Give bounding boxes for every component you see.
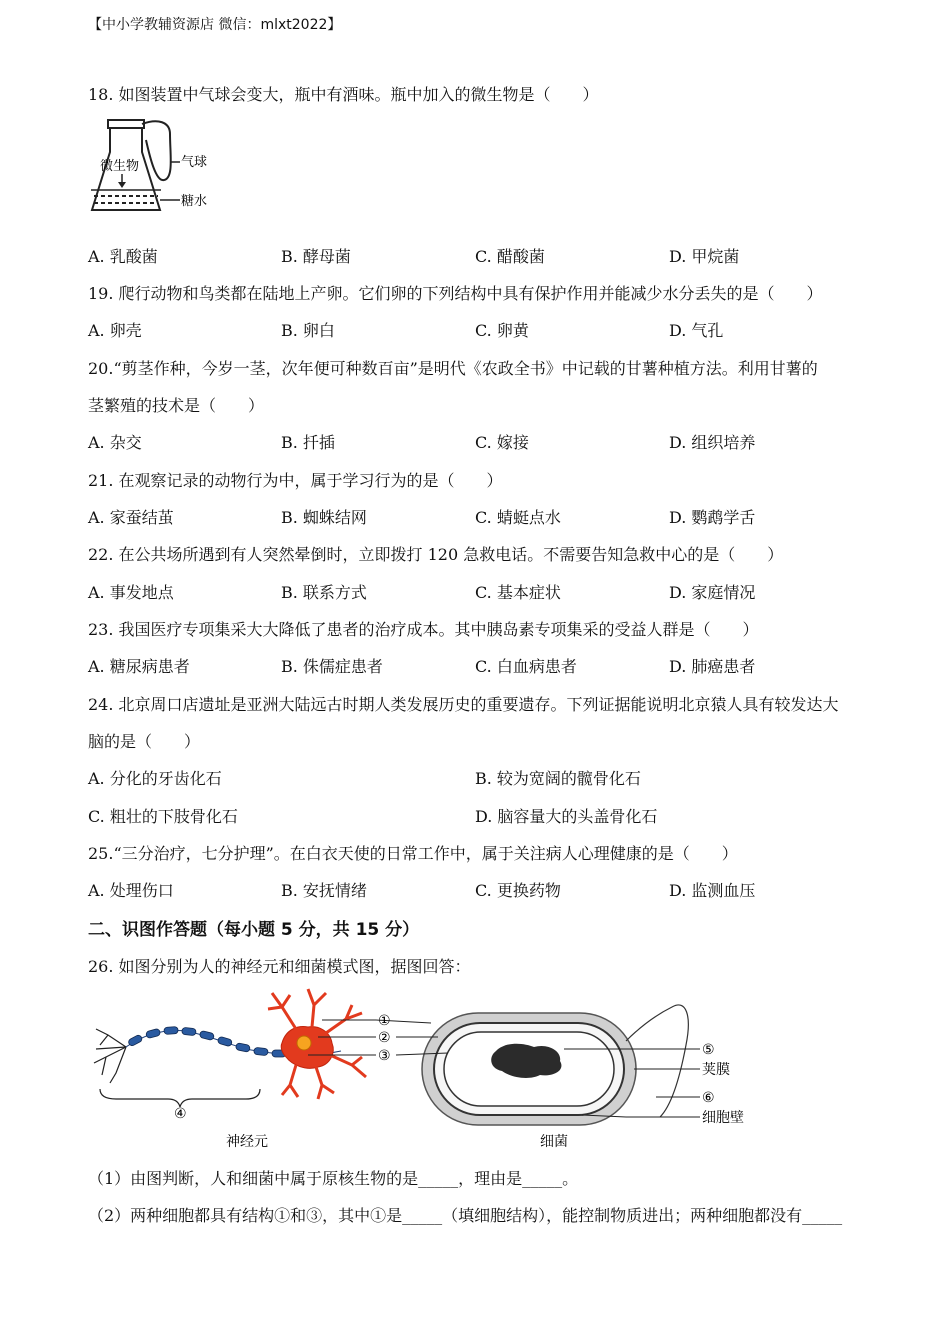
label-4: ④	[174, 1106, 187, 1122]
option: C. 嫁接	[475, 433, 529, 452]
option: B. 侏儒症患者	[281, 657, 383, 676]
sugar-water-label: 糖水	[181, 194, 208, 209]
option: D. 肺癌患者	[669, 657, 756, 676]
option: A. 乳酸菌	[88, 247, 158, 266]
section-2-heading: 二、识图作答题（每小题 5 分，共 15 分）	[88, 920, 420, 940]
option: A. 卵壳	[88, 321, 142, 340]
option: D. 气孔	[669, 321, 724, 340]
label-5: ⑤	[702, 1042, 715, 1058]
label-1: ①	[378, 1013, 391, 1029]
option: D. 甲烷菌	[669, 247, 740, 266]
neuron-bacteria-figure	[86, 985, 786, 1153]
option: B. 酵母菌	[281, 247, 351, 266]
microbe-label: 微生物	[100, 159, 140, 174]
label-capsule: 荚膜	[702, 1062, 730, 1078]
question-25-stem: 25.“三分治疗，七分护理”。在白衣天使的日常工作中，属于关注病人心理健康的是（ ）	[88, 844, 738, 863]
question-20-stem-line1: 20.“剪茎作种，今岁一茎，次年便可种数百亩”是明代《农政全书》中记载的甘薯种植方法。利用甘薯的	[88, 359, 818, 378]
option: C. 蜻蜓点水	[475, 508, 561, 527]
bacteria-caption: 细菌	[540, 1134, 568, 1150]
option: D. 鹦鹉学舌	[669, 508, 756, 527]
label-3: ③	[378, 1048, 391, 1064]
fermentation-flask-figure	[86, 118, 221, 226]
brace	[100, 1089, 260, 1107]
question-21-stem: 21. 在观察记录的动物行为中，属于学习行为的是（ ）	[88, 471, 503, 490]
question-24-stem-line2: 脑的是（ ）	[88, 732, 201, 751]
balloon-label: 气球	[181, 155, 208, 170]
axon-terminals	[94, 1029, 126, 1083]
option: D. 脑容量大的头盖骨化石	[475, 807, 658, 826]
option: C. 基本症状	[475, 583, 561, 602]
label-6: ⑥	[702, 1090, 715, 1106]
option: A. 事发地点	[88, 583, 174, 602]
option: C. 白血病患者	[475, 657, 577, 676]
option: C. 粗壮的下肢骨化石	[88, 807, 238, 826]
neuron-cell-body	[268, 989, 366, 1099]
question-24-stem-line1: 24. 北京周口店遗址是亚洲大陆远古时期人类发展历史的重要遗存。下列证据能说明北京猿人具有较发达大	[88, 695, 839, 714]
neuron-caption: 神经元	[226, 1134, 268, 1150]
option: D. 监测血压	[669, 881, 756, 900]
option: B. 安抚情绪	[281, 881, 367, 900]
label-2: ②	[378, 1030, 391, 1046]
question-26-stem: 26. 如图分别为人的神经元和细菌模式图，据图回答：	[88, 957, 471, 976]
option: D. 家庭情况	[669, 583, 756, 602]
option: B. 扦插	[281, 433, 335, 452]
question-26-sub2: （2）两种细胞都具有结构①和③，其中①是_____（填细胞结构），能控制物质进出；两种细胞都没有_____	[88, 1206, 843, 1225]
option: A. 处理伤口	[88, 881, 174, 900]
option: B. 较为宽阔的髋骨化石	[475, 769, 641, 788]
option: A. 糖尿病患者	[88, 657, 190, 676]
neuron-nucleus	[297, 1036, 311, 1050]
page-header: 【中小学教辅资源店 微信：mlxt2022】	[88, 17, 342, 33]
option: C. 醋酸菌	[475, 247, 545, 266]
bacterium	[422, 1005, 688, 1125]
option: A. 杂交	[88, 433, 142, 452]
option: D. 组织培养	[669, 433, 756, 452]
question-23-stem: 23. 我国医疗专项集采大大降低了患者的治疗成本。其中胰岛素专项集采的受益人群是（ ）	[88, 620, 759, 639]
option: C. 卵黄	[475, 321, 529, 340]
question-19-stem: 19. 爬行动物和鸟类都在陆地上产卵。它们卵的下列结构中具有保护作用并能减少水分丢失的是（ ）	[88, 284, 823, 303]
question-26-sub1: （1）由图判断，人和细菌中属于原核生物的是_____，理由是_____。	[88, 1169, 579, 1188]
option: B. 联系方式	[281, 583, 367, 602]
label-cell-wall: 细胞壁	[702, 1110, 744, 1126]
question-22-stem: 22. 在公共场所遇到有人突然晕倒时，立即拨打 120 急救电话。不需要告知急救中心的是（ ）	[88, 545, 784, 564]
option: B. 卵白	[281, 321, 335, 340]
question-20-stem-line2: 茎繁殖的技术是（ ）	[88, 396, 265, 415]
option: B. 蜘蛛结网	[281, 508, 367, 527]
question-18-stem: 18. 如图装置中气球会变大，瓶中有酒味。瓶中加入的微生物是（ ）	[88, 85, 599, 104]
option: A. 分化的牙齿化石	[88, 769, 222, 788]
option: C. 更换药物	[475, 881, 561, 900]
option: A. 家蚕结茧	[88, 508, 174, 527]
